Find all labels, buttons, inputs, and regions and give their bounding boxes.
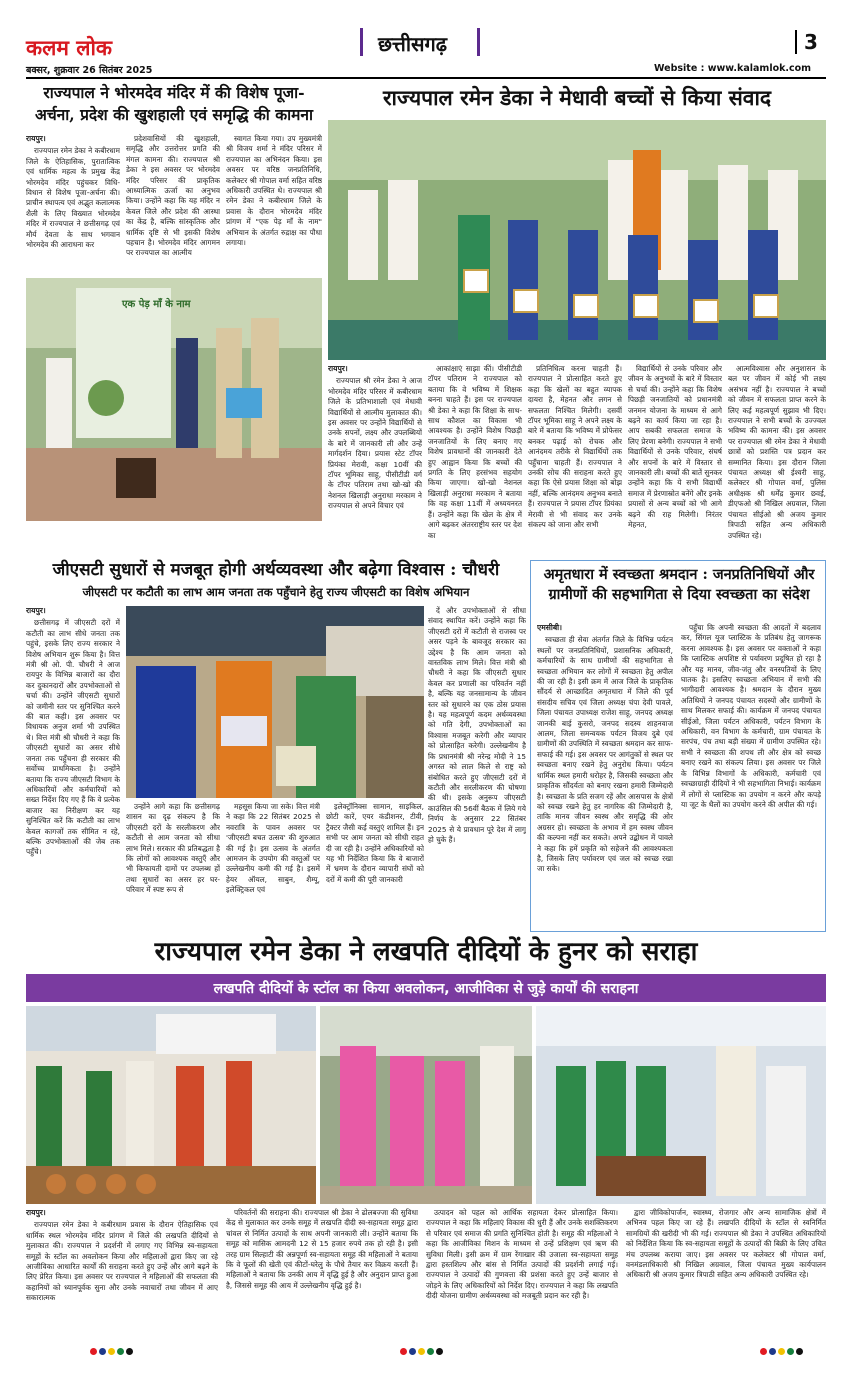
story2-text-1: राज्यपाल श्री रमेन डेका ने आज भोरमदेव मंदिर परिसर में कबीरधाम जिले के प्रतिभाशाली एवं मेधावी विद्यार्थियों से आत्मीय मुलाकात की। इस अवसर पर उन्होंने विद्यार्थियों से उनके सपनों, लक्ष्य और उपलब्धियों के बारे में जानकारी ली और उन्हें मार्गदर्शन दिया। प्रयास स्टेट टॉपर प्रियंका मेरावी, कक्षा 10वीं की टॉपर भूमिका साहू, पीसीटीडी वर्ग के टॉपर पतिराम तथा खो-खो की नेशनल खिलाड़ी अनुराधा मरकाम ने राज्यपाल से अपने विचार एवं (328, 376, 422, 511)
story3-text-4: इलेक्ट्रॉनिक्स सामान, साइकिल, छोटी कारें, एयर कंडीशनर, टीवी, ट्रैक्टर जैसी कई वस्तुएं शामिल हैं। इन सभी पर आम जनता को सीधी राहत दी जा रही है। उन्होंने अधिकारियों को यह भी निर्देशित किया कि वे बाजारों में भ्रमण के दौरान व्यापारी संघों को दरों में कमी की पूरी जानकारी (326, 802, 424, 884)
story1-col-3 (226, 134, 322, 284)
masthead (0, 0, 850, 80)
registration-dot (796, 1348, 803, 1355)
registration-dot (436, 1348, 443, 1355)
story5-col-4 (626, 1208, 826, 1340)
footer-color-marks-2 (400, 1348, 443, 1355)
story5-photo-stall-3 (536, 1006, 826, 1204)
story-amritdhara-cleanliness (530, 560, 826, 932)
story5-text-3: उत्पादन को पहल को आर्थिक सहायता देकर प्रोत्साहित किया। राज्यपाल ने कहा कि महिलाएं विकास की धुरी हैं और उनके सशक्तिकरण से परिवार एवं समाज की प्रगति सुनिश्चित होती है। समूह की महिलाओं ने कहा कि आजीविका मिशन के माध्यम से उन्हें प्रशिक्षण एवं ऋण की सुविधा मिली। इसी क्रम में ग्राम रेंगाखार की उजाला स्व-सहायता समूह द्वारा हस्तशिल्प और बांस से निर्मित उत्पादों की प्रदर्शनी लगाई गई। राज्यपाल ने उत्पादों की गुणवत्ता की प्रशंसा करते हुए उन्हें बाजार से जोड़ने के लिए अधिकारियों को निर्देश दिए। राज्यपाल ने कहा कि लखपति दीदी योजना ग्रामीण अर्थव्यवस्था को मजबूती प्रदान कर रही है। (426, 1208, 618, 1301)
story-meritorious-students (328, 82, 826, 552)
story2-headline: राज्यपाल रमेन डेका ने मेधावी बच्चों से किया संवाद (382, 85, 772, 110)
story2-text-2: आकांक्षाएं साझा कीं। पीसीटीडी टॉपर पतिराम ने राज्यपाल को बताया कि वे भविष्य में शिक्षक बनना चाहते हैं। इस पर राज्यपाल श्री डेका ने कहा कि शिक्षा के साथ-साथ कौशल का विकास भी आवश्यक है। उन्होंने विशेष पिछड़ी जनजातियों के लिए बनाए गए विशेष प्रावधानों की जानकारी देते हुए आह्वान किया कि बच्चों की प्रगति के लिए हरसंभव सहयोग किया जाएगा। खो-खो नेशनल खिलाड़ी अनुराधा मरकाम ने बताया कि वह कक्षा 11वीं में अध्ययनरत हैं। उन्होंने कहा कि खेल के क्षेत्र में आगे बढ़कर अंतरराष्ट्रीय स्तर पर देश का (428, 364, 522, 540)
story5-text-1: राज्यपाल रमेन डेका ने कबीरधाम प्रवास के दौरान ऐतिहासिक एवं धार्मिक स्थल भोरमदेव मंदिर प्रांगण में जिले की लखपति दीदियों से मुलाकात की। राज्यपाल ने प्रदर्शनी में लगाए गए विभिन्न स्व-सहायता समूहों के स्टॉल का अवलोकन किया और महिलाओं द्वारा किए जा रहे आजीविका आधारित कार्यों की सराहना करते हुए उन्हें और आगे बढ़ने के लिए प्रेरित किया। इस अवसर पर राज्यपाल ने महिलाओं की सफलता की कहानियों को ध्यानपूर्वक सुना और उनके नवाचारों तथा जीवन में आए सकारात्मक (26, 1220, 218, 1303)
story2-text-4: विद्यार्थियों से उनके परिवार और जीवन के अनुभवों के बारे में विस्तार से चर्चा की। उन्होंने कहा कि विशेष पिछड़ी जनजातियों को प्रधानमंत्री जनमन योजना के माध्यम से आगे बढ़ने का कार्य किया जा रहा है। आप सबकी सफलता समाज के लिए प्रेरणा बनेगी। राज्यपाल ने सभी विद्यार्थियों से उनके परिवार, संघर्ष और सपनों के बारे में विस्तार से जानकारी ली। बच्चों की बातें सुनकर उन्होंने कहा कि ये सभी विद्यार्थी समाज में प्रेरणास्रोत बनेंगे और इनके प्रयासों से अन्य बच्चों को भी आगे बढ़ने की राह मिलेगी। निरंतर मेहनत, (628, 364, 722, 530)
story1-headline: राज्यपाल ने भोरमदेव मंदिर में की विशेष पूजा-अर्चना, प्रदेश की खुशहाली एवं समृद्धि की कामना (34, 83, 314, 124)
registration-dot (427, 1348, 434, 1355)
story2-col-3 (528, 364, 622, 550)
story5-dateline: रायपुर। (26, 1208, 46, 1217)
brand-logo: कलम लोक (26, 35, 113, 60)
masthead-divider-right (477, 28, 480, 56)
story-gst-reforms (26, 558, 526, 928)
issue-date: बक्सर, शुक्रवार 26 सितंबर 2025 (26, 65, 153, 76)
story1-photo-tree-planting (26, 278, 322, 521)
masthead-divider-left (360, 28, 363, 56)
registration-dot (90, 1348, 97, 1355)
registration-dot (409, 1348, 416, 1355)
story5-text-2: परिवर्तनों की सराहना की। राज्यपाल श्री डेका ने ढोलबज्जा की सुविधा केंद्र से मुलाकात कर उनके समूह में लखपति दीदी स्व-सहायता समूह द्वारा चांवल से निर्मित उत्पादों के साथ अपनी जानकारी ली। उन्होंने बताया कि समूह को मासिक आमदनी 12 से 15 हजार रुपये तक हो रही है। इसी तरह ग्राम सिल्हाटी की अन्नपूर्णा स्व-सहायता समूह की महिलाओं ने बताया कि वे फूलों की खेती एवं कीटों-घरेलु के पौधे तैयार कर विक्रय करती हैं। महिलाओं ने बताया कि उनकी आय में वृद्धि हुई है और अनुदान प्राप्त हुआ है, जिससे समूह की आय में उल्लेखनीय वृद्धि हुई है। (226, 1208, 418, 1290)
story4-dateline: एमसीबी। (537, 623, 563, 632)
registration-dot (778, 1348, 785, 1355)
story5-col-1 (26, 1208, 218, 1340)
story3-col-1 (26, 606, 120, 928)
footer-color-marks-1 (90, 1348, 133, 1355)
story3-col-2 (126, 802, 220, 928)
story5-photo-stall-1 (26, 1006, 316, 1204)
story3-dateline: रायपुर। (26, 606, 46, 615)
story3-col-3 (226, 802, 320, 928)
story5-subheadline-band (26, 974, 826, 1002)
story5-photo-stall-2 (320, 1006, 532, 1204)
story2-text-3: प्रतिनिधित्व करना चाहती हैं। राज्यपाल ने प्रोत्साहित करते हुए कहा कि खेलों का बहुत व्यापक दायरा है, मेहनत और लगन से सफलता निश्चित मिलेगी। दसवीं टॉपर भूमिका साहू ने अपने लक्ष्य के बारे में बताया कि भविष्य में प्रोफेसर बनकर पढ़ाई को रोचक और आनंदमय तरीके से विद्यार्थियों तक पहुँचाना चाहती हैं। राज्यपाल ने उनकी सोच की सराहना करते हुए कहा कि ऐसे प्रयास शिक्षा को बोझ नहीं, बल्कि आनंदमय अनुभव बनाते हैं। राज्यपाल ने प्रयास टॉपर प्रियंका मेरावी से भी संवाद कर उनके संकल्प को जाना और सभी (528, 364, 622, 530)
section-title: छत्तीसगढ़ (378, 32, 448, 56)
registration-dot (126, 1348, 133, 1355)
story3-text-3: महसूस किया जा सके। वित्त मंत्री ने कहा कि 22 सितंबर 2025 से नवरात्रि के पावन अवसर पर 'जीएसटी बचत उत्सव' की शुरुआत की गई है। इस उत्सव के अंतर्गत आमजन के उपयोग की वस्तुओं पर उल्लेखनीय कमी की गई है। इसमें हेयर ऑयल, साबुन, शैम्पू, इलेक्ट्रिकल एवं (226, 802, 320, 895)
story1-text-1: राज्यपाल रमेन डेका ने कबीरधाम जिले के ऐतिहासिक, पुरातात्विक एवं धार्मिक महत्व के प्रमुख केंद्र भोरमदेव मंदिर पहुंचकर विधि-विधान से विशेष पूजा-अर्चना की। प्राचीन स्थापत्य एवं अद्भुत कलात्मक शैली के लिए विख्यात भोरमदेव मंदिर में राज्यपाल ने छत्तीसगढ़ एवं मौर्य देवता के साथ भगवान भोरमदेव की आराधना कर (26, 146, 120, 250)
story4-headline: अमृतधारा में स्वच्छता श्रमदान : जनप्रतिनिधियों और ग्रामीणों की सहभागिता से दिया स्वच्छता का संदेश (543, 566, 815, 603)
story-lakhpati-didi (26, 934, 826, 1344)
masthead-rule (26, 77, 826, 79)
page-number-divider (795, 30, 797, 54)
registration-dot (769, 1348, 776, 1355)
story1-dateline: रायपुर। (26, 134, 46, 143)
footer-color-marks-3 (760, 1348, 803, 1355)
story5-subheadline: लखपति दीदियों के स्टॉल का किया अवलोकन, आजीविका से जुड़े कार्यों की सराहना (213, 981, 639, 997)
story3-text-1: छत्तीसगढ़ में जीएसटी दरों में कटौती का लाभ सीधे जनता तक पहुंचे, इसके लिए राज्य सरकार ने विशेष अभियान शुरू किया है। वित्त मंत्री श्री ओ. पी. चौधरी ने आज रायपुर के विभिन्न बाजारों का दौरा कर दुकानदारों और उपभोक्ताओं से चर्चा की। उन्होंने जीएसटी सुधारों को जमीनी स्तर पर सुनिश्चित करने की बात कही। इस अवसर पर विधायक अनुज शर्मा भी उपस्थित थे। वित्त मंत्री श्री चौधरी ने कहा कि जीएसटी सुधारों का असर सीधे जनता तक पहुँचना ही सरकार की सर्वोच्च प्राथमिकता है। उन्होंने बताया कि राज्य जीएसटी विभाग के अधिकारियों और कर्मचारियों को सख्त निर्देश दिए गए हैं कि वे प्रत्येक बाजार का निरीक्षण कर यह सुनिश्चित करें कि कटौती का लाभ केवल कागजों तक सीमित न रहे, बल्कि उपभोक्ताओं की जेब तक पहुँचे। (26, 618, 120, 857)
story5-headline: राज्यपाल रमेन डेका ने लखपति दीदियों के हुनर को सराहा (154, 937, 698, 967)
story3-col-5 (428, 606, 526, 928)
story2-photo-students (328, 120, 826, 360)
story3-text-5: दें और उपभोक्ताओं से सीधा संवाद स्थापित करें। उन्होंने कहा कि जीएसटी दरों में कटौती से राजस्व पर असर पड़ने के बावजूद सरकार का उद्देश्य है कि आम जनता को वास्तविक लाभ मिले। वित्त मंत्री श्री चौधरी ने कहा कि जीएसटी सुधार केवल कर प्रणाली का परिवर्तन नहीं है, बल्कि यह जनसामान्य के जीवन स्तर को सुधारने का एक ठोस प्रयास है। यह महत्वपूर्ण कदम अर्थव्यवस्था को गति देगी, उपभोक्ताओं का विश्वास मजबूत करेगी और व्यापार को प्रोत्साहित करेगी। उल्लेखनीय है कि प्रधानमंत्री श्री नरेन्द्र मोदी ने 15 अगस्त को लाल किले से राष्ट्र को संबोधित करते हुए जीएसटी दरों में कटौती और सरलीकरण की घोषणा की थी। इसके अनुरूप जीएसटी काउंसिल की 56वीं बैठक में लिये गये निर्णय के अनुसार 22 सितंबर 2025 से ये प्रावधान पूरे देश में लागू हो चुके हैं। (428, 606, 526, 844)
story3-text-2: उन्होंने आगे कहा कि छत्तीसगढ़ शासन का दृढ़ संकल्प है कि जीएसटी दरों के सरलीकरण और कटौती से आम जनता को सीधा लाभ मिले। सरकार की प्रतिबद्धता है कि लोगों को आवश्यक वस्तुएँ और भी किफायती दामों पर उपलब्ध हों तथा सुधारों का असर हर घर-परिवार में स्पष्ट रूप से (126, 802, 220, 895)
story4-col-2 (681, 623, 821, 929)
story4-text-1: स्वच्छता ही सेवा अंतर्गत जिले के विभिन्न पर्यटन स्थलों पर जनप्रतिनिधियों, प्रशासनिक अधिकारी, कर्मचारियों के साथ ग्रामीणों की सहभागिता से स्वच्छता अभियान कर लोगों में स्वच्छता हेतु अपील की जा रही है। इसी क्रम में आज जिले के प्राकृतिक सौंदर्य से आच्छादित अमृतधारा में जिले की पूर्व संसदीय सचिव एवं जिला अध्यक्ष चंपा देवी पावले, जिला पंचायत उपाध्यक्ष राजेश साहू, जनपद अध्यक्ष जानकी बाई कुसरो, जनपद सदस्य शाहनवाज आलम, जिला समन्वयक पर्यटन विजय दुबे एवं ग्रामीणों की उपस्थिति में स्वच्छता श्रमदान कर साफ-सफाई की गई। इस अवसर पर आगंतुकों से स्थल पर स्वच्छता बनाए रखने हेतु अनुरोध किया। पर्यटन धार्मिक स्थल हमारी धरोहर है, जिसकी स्वच्छता और प्राकृतिक सौंदर्यता को बनाए रखना हमारी जिम्मेदारी है। स्वच्छता के प्रति सजग रहें और आसपास के क्षेत्रों को स्वच्छ रखने हेतु हर नागरिक की जिम्मेदारी है, ताकि मानव जीवन स्वस्थ और समृद्धि की ओर अग्रसर हो। स्वच्छता के अभाव में हम स्वस्थ जीवन की कल्पना नहीं कर सकते। अपने उद्बोधन में पावले ने कहा कि हमें प्रकृति को सहेजने की आवश्यकता है, जिसके लिए पर्यावरण एवं जल को स्वच्छ रखा जा सके। (537, 635, 673, 874)
registration-dot (400, 1348, 407, 1355)
story5-col-3 (426, 1208, 618, 1340)
registration-dot (418, 1348, 425, 1355)
registration-dot (108, 1348, 115, 1355)
story2-text-5: आत्मविश्वास और अनुशासन के बल पर जीवन में कोई भी लक्ष्य असंभव नहीं है। राज्यपाल ने बच्चों को जीवन में सफलता प्राप्त करने के लिए कई महत्वपूर्ण सुझाव भी दिए। राज्यपाल ने सभी बच्चों के उज्ज्वल भविष्य की कामना की। इस अवसर पर राज्यपाल श्री रमेन डेका ने मेधावी छात्रों को प्रशस्ति पत्र प्रदान कर सम्मानित किया। इस दौरान जिला पंचायत अध्यक्ष श्री ईश्वरी साहू, कलेक्टर श्री गोपाल वर्मा, पुलिस अधीक्षक श्री धर्मेंद्र कुमार छवई, डीएफओ श्री निखिल अग्रवाल, जिला पंचायत सीईओ श्री अजय कुमार त्रिपाठी सहित अन्य अधिकारी उपस्थित रहे। (728, 364, 826, 540)
story2-col-4 (628, 364, 722, 550)
story1-photo-banner: एक पेड़ माँ के नाम (122, 299, 191, 310)
story1-col-1 (26, 134, 120, 284)
story3-subheadline: जीएसटी पर कटौती का लाभ आम जनता तक पहुँचाने हेतु राज्य जीएसटी का विशेष अभियान (82, 585, 470, 599)
story1-col-2 (126, 134, 220, 284)
story-bhoramdeo-puja (26, 82, 322, 522)
story2-col-1 (328, 364, 422, 550)
story2-col-5 (728, 364, 826, 550)
story2-col-2 (428, 364, 522, 550)
story4-col-1 (537, 623, 673, 929)
registration-dot (99, 1348, 106, 1355)
registration-dot (117, 1348, 124, 1355)
registration-dot (760, 1348, 767, 1355)
story1-text-3: स्वागत किया गया। उप मुख्यमंत्री श्री विजय शर्मा ने मंदिर परिसर में राज्यपाल का अभिनंदन किया। इस अवसर पर वरिष्ठ जनप्रतिनिधि, कलेक्टर श्री गोपाल वर्मा सहित वरिष्ठ अधिकारी उपस्थित थे। राज्यपाल श्री रमेन डेका ने कबीरधाम जिले के प्रवास के दौरान भोरमदेव मंदिर प्रांगण में "एक पेड़ माँ के नाम" अभियान के अंतर्गत रुद्राक्ष का पौधा लगाया। (226, 134, 322, 248)
website-link[interactable]: Website : www.kalamlok.com (654, 63, 812, 74)
story3-col-4 (326, 802, 424, 928)
registration-dot (787, 1348, 794, 1355)
story4-text-2: पहुँचा कि अपनी स्वच्छता की आदतों में बदलाव कर, सिंगल यूज प्लास्टिक के प्रतिबंध हेतु जागरूक करना आवश्यक है। इस अवसर पर वक्ताओं ने कहा कि प्लास्टिक अपशिष्ट से पर्यावरण प्रदूषित हो रहा है और यह मानव, जीव-जंतु और वनस्पतियों के लिए घातक है। इसलिए स्वच्छता अभियान में सभी की भागीदारी आवश्यक है। श्रमदान के दौरान मुख्य अतिथियों ने जनपद पंचायत सदस्यों और ग्रामीणों के साथ मिलकर सफाई की। कार्यक्रम में जनपद पंचायत सीईओ, जिला पर्यटन अधिकारी, पर्यटन विभाग के अधिकारी, वन विभाग के कर्मचारी, ग्राम पंचायत के सरपंच, पंच तथा बड़ी संख्या में ग्रामीण उपस्थित रहे। सभी ने स्वच्छता की शपथ ली और क्षेत्र को स्वच्छ बनाए रखने का संकल्प लिया। इस अवसर पर जिले के विभिन्न विभागों के अधिकारी, कर्मचारी एवं स्वच्छाग्राही दीदियों ने भी सहभागिता निभाई। कार्यक्रम में लोगों से प्लास्टिक का उपयोग न करने और कपड़े या जूट के थैलों का उपयोग करने की अपील की गई। (681, 623, 821, 809)
story3-headline: जीएसटी सुधारों से मजबूत होगी अर्थव्यवस्था और बढ़ेगा विश्वास : चौधरी (52, 560, 500, 580)
story1-text-2: प्रदेशवासियों की खुशहाली, समृद्धि और उत्तरोत्तर प्रगति की मंगल कामना की। राज्यपाल श्री डेका ने इस अवसर पर भोरमदेव मंदिर परिसर की प्राकृतिक आध्यात्मिक ऊर्जा का अनुभव किया। उन्होंने कहा कि यह मंदिर न केवल जिले और प्रदेश की आस्था का केंद्र है, बल्कि सांस्कृतिक और धार्मिक दृष्टि से भी इसकी विशेष पहचान है। भोरमदेव मंदिर आगमन पर राज्यपाल का आत्मीय (126, 134, 220, 258)
story5-col-2 (226, 1208, 418, 1340)
story3-photo-market-visit (126, 606, 424, 798)
page-number: 3 (804, 30, 818, 54)
story2-dateline: रायपुर। (328, 364, 348, 373)
story5-text-4: द्वारा जीविकोपार्जन, स्वास्थ्य, रोजगार और अन्य सामाजिक क्षेत्रों में अभिनव पहल किए जा रहे हैं। लखपति दीदियों के स्टॉल से स्वनिर्मित सामग्रियों की खरीदी भी की गई। राज्यपाल श्री डेका ने उपस्थित अधिकारियों को निर्देशित किया कि स्व-सहायता समूहों के उत्पादों की बिक्री के लिए उचित मंच उपलब्ध कराया जाए। इस अवसर पर कलेक्टर श्री गोपाल वर्मा, वनमंडलाधिकारी श्री निखिल अग्रवाल, जिला पंचायत मुख्य कार्यपालन अधिकारी श्री अजय कुमार त्रिपाठी सहित अन्य अधिकारी उपस्थित रहे। (626, 1208, 826, 1280)
